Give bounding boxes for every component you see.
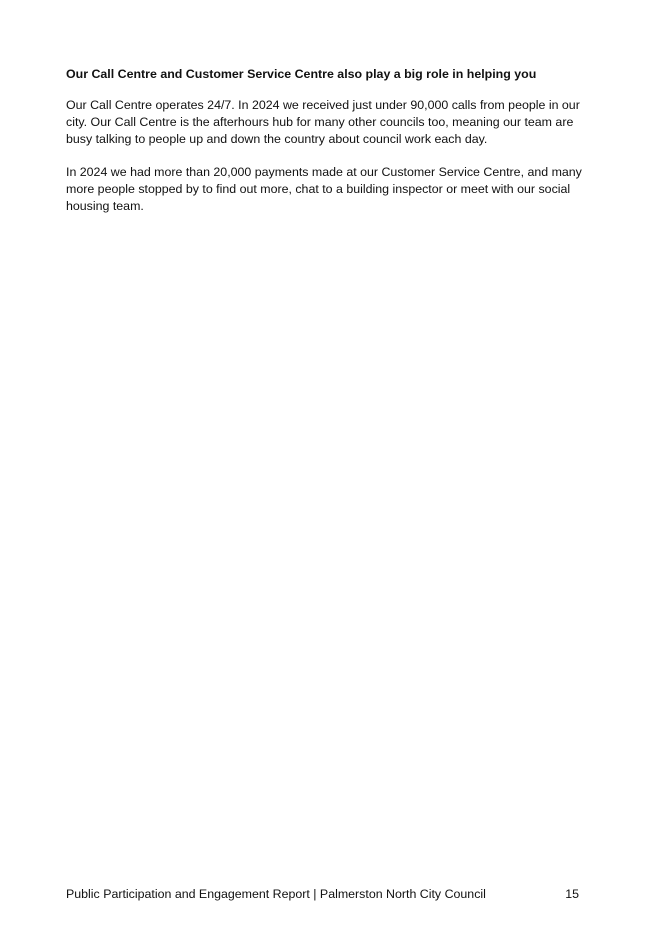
section-heading: Our Call Centre and Customer Service Centre also play a big role in helping you [66, 67, 537, 81]
customer-service-paragraph: In 2024 we had more than 20,000 payments made at our Customer Service Centre, and many more people stopped by to find out more, chat to a building inspector or meet with our social housing team. [66, 165, 582, 213]
page-number: 15 [565, 887, 579, 901]
call-centre-paragraph: Our Call Centre operates 24/7. In 2024 we received just under 90,000 calls from people in our city. Our Call Centre is the afterhours hub for many other councils too, meaning our team are busy talking to people up and down the country about council work each day. [66, 98, 580, 146]
page-footer [66, 885, 586, 903]
page-content [66, 66, 586, 231]
footer-title: Public Participation and Engagement Report | Palmerston North City Council [66, 887, 486, 901]
